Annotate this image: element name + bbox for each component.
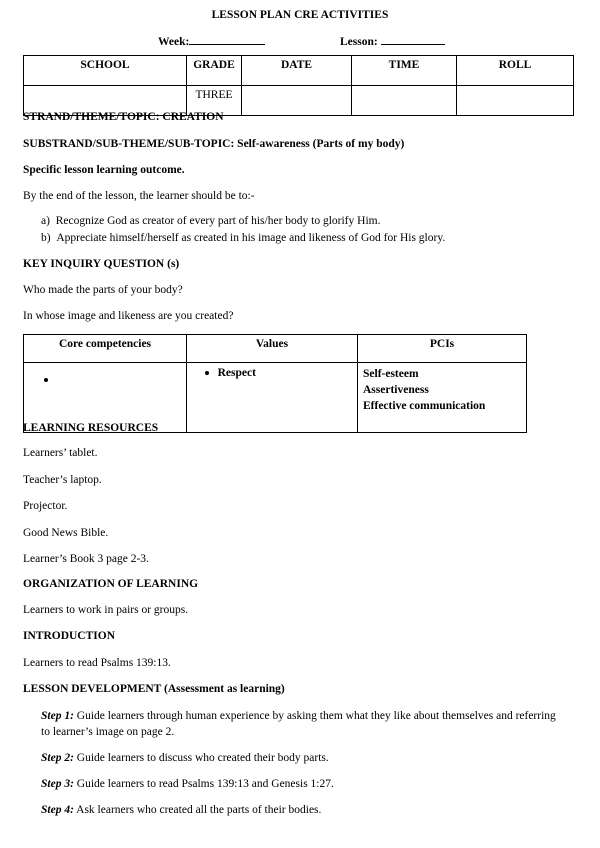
step-label: Step 2: bbox=[41, 752, 74, 764]
week-blank bbox=[189, 35, 265, 45]
grade-value: THREE bbox=[187, 86, 242, 116]
outcome-marker: b) bbox=[41, 232, 51, 244]
week-label: Week: bbox=[158, 36, 190, 48]
header-date: DATE bbox=[242, 56, 352, 86]
roll-value bbox=[457, 86, 574, 116]
lesson-blank bbox=[381, 35, 445, 45]
step-text: Guide learners through human experience by asking them what they like about themselves and referring bbox=[73, 710, 556, 722]
time-value bbox=[352, 86, 457, 116]
pcis-header: PCIs bbox=[358, 335, 527, 363]
page-title: LESSON PLAN CRE ACTIVITIES bbox=[211, 9, 389, 21]
values-header: Values bbox=[187, 335, 358, 363]
core-competencies-header: Core competencies bbox=[24, 335, 187, 363]
bullet-icon bbox=[205, 371, 209, 375]
development-heading: LESSON DEVELOPMENT (Assessment as learning) bbox=[23, 683, 285, 695]
outcome-marker: a) bbox=[41, 215, 50, 227]
header-roll: ROLL bbox=[457, 56, 574, 86]
outcome-intro: By the end of the lesson, the learner should be to:- bbox=[23, 190, 255, 202]
header-grade: GRADE bbox=[187, 56, 242, 86]
inquiry-question: Who made the parts of your body? bbox=[23, 284, 183, 296]
resource-item: Learners’ tablet. bbox=[23, 447, 98, 459]
step-text: Guide learners to read Psalms 139:13 and Genesis 1:27. bbox=[73, 778, 334, 790]
outcome-text: Recognize God as creator of every part of his/her body to glorify Him. bbox=[55, 215, 381, 227]
lesson-label: Lesson: bbox=[340, 36, 378, 48]
date-value bbox=[242, 86, 352, 116]
step-item bbox=[41, 752, 329, 764]
resource-item: Teacher’s laptop. bbox=[23, 474, 102, 486]
outcome-item bbox=[41, 215, 380, 227]
step-label: Step 4: bbox=[41, 804, 74, 816]
step-item bbox=[41, 710, 556, 722]
outcome-heading: Specific lesson learning outcome. bbox=[23, 164, 185, 176]
header-time: TIME bbox=[352, 56, 457, 86]
substrand-heading: SUBSTRAND/SUB-THEME/SUB-TOPIC: Self-awareness (Parts of my body) bbox=[23, 138, 405, 150]
step-item bbox=[41, 804, 321, 816]
week-field bbox=[158, 35, 265, 48]
step-label: Step 3: bbox=[41, 778, 74, 790]
strand-heading: STRAND/THEME/TOPIC: CREATION bbox=[23, 111, 224, 123]
resource-item: Good News Bible. bbox=[23, 527, 109, 539]
resource-item: Learner’s Book 3 page 2-3. bbox=[23, 553, 149, 565]
introduction-heading: INTRODUCTION bbox=[23, 630, 116, 642]
outcome-item bbox=[41, 232, 445, 244]
lesson-field bbox=[340, 35, 445, 48]
inquiry-heading: KEY INQUIRY QUESTION (s) bbox=[23, 258, 180, 270]
resource-item: Projector. bbox=[23, 500, 68, 512]
pci-item: Assertiveness bbox=[363, 384, 429, 396]
header-school: SCHOOL bbox=[24, 56, 187, 86]
pci-item: Self-esteem bbox=[363, 368, 419, 380]
step-continuation: to learner’s image on page 2. bbox=[41, 726, 175, 738]
inquiry-question: In whose image and likeness are you created? bbox=[23, 310, 234, 322]
header-table bbox=[23, 55, 574, 116]
introduction-text: Learners to read Psalms 139:13. bbox=[23, 657, 171, 669]
values-cell bbox=[187, 363, 358, 433]
header-table-row bbox=[24, 56, 574, 86]
step-label: Step 1: bbox=[41, 710, 74, 722]
outcome-text: Appreciate himself/herself as created in his image and likeness of God for His glory. bbox=[56, 232, 446, 244]
step-text: Guide learners to discuss who created their body parts. bbox=[73, 752, 329, 764]
value-item: Respect bbox=[217, 367, 256, 379]
resources-heading: LEARNING RESOURCES bbox=[23, 422, 159, 434]
organization-heading: ORGANIZATION OF LEARNING bbox=[23, 578, 199, 590]
pci-item: Effective communication bbox=[363, 400, 486, 412]
step-item bbox=[41, 778, 334, 790]
competency-table bbox=[23, 334, 527, 433]
pcis-cell bbox=[358, 363, 527, 433]
bullet-icon bbox=[44, 378, 48, 382]
step-text: Ask learners who created all the parts of their bodies. bbox=[73, 804, 322, 816]
organization-text: Learners to work in pairs or groups. bbox=[23, 604, 189, 616]
competency-header-row bbox=[24, 335, 527, 363]
